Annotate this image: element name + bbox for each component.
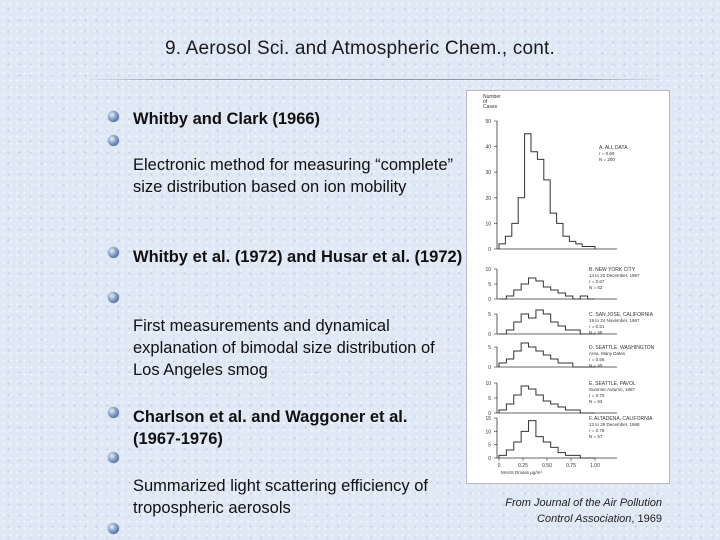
panel-c-label-text: r = 0.51 xyxy=(589,324,605,329)
panel-d-y-tick-label: 0 xyxy=(488,365,491,371)
x-tick-label: 0.50 xyxy=(542,463,552,469)
panel-e-y-tick-label: 0 xyxy=(488,411,491,417)
panel-c-label-text: C. SAN JOSE, CALIFORNIA xyxy=(589,312,653,318)
panel-d-label-text: r = 0.55 xyxy=(589,357,605,362)
panel-a-y-tick-label: 0 xyxy=(488,247,491,253)
panel-f-y-tick-label: 10 xyxy=(485,429,491,436)
bullet-marker xyxy=(108,292,119,303)
panel-e-y-tick-label: 10 xyxy=(485,381,491,387)
panel-d-label-text: Area, Many Dates xyxy=(589,351,626,356)
size-distribution-figure xyxy=(466,90,670,484)
panel-f-label-text: N = 57 xyxy=(589,434,603,439)
panel-f-label-text: 13 to 29 December, 1968 xyxy=(589,422,640,427)
panel-b-label-text: 14 to 22 December, 1967 xyxy=(589,273,640,278)
panel-c-y-tick-label: 0 xyxy=(488,332,491,338)
panel-e-y-tick-label: 5 xyxy=(488,396,491,402)
panel-a-y-tick-label: 10 xyxy=(485,221,491,228)
panel-b-y-tick-label: 10 xyxy=(485,267,491,273)
item-body: Summarized light scattering efficiency of tropospheric aerosols xyxy=(133,477,428,517)
bullet-marker xyxy=(108,523,119,534)
panel-a-label-text: r = 0.60 xyxy=(599,151,615,156)
y-axis-label: Cases xyxy=(483,104,498,110)
item-body: Electronic method for measuring “complete” size distribution based on ion mobility xyxy=(133,156,454,196)
item-heading: Whitby et al. (1972) and Husar et al. (1972) xyxy=(133,248,463,266)
panel-d-label-text: D. SEATTLE, WASHINGTON xyxy=(589,345,655,351)
slide-title: 9. Aerosol Sci. and Atmospheric Chem., cont. xyxy=(164,38,556,59)
panel-d-histogram xyxy=(499,343,595,367)
panel-c-label-text: 19 to 24 November, 1967 xyxy=(589,318,640,323)
bullet-marker xyxy=(108,247,119,258)
panel-e-histogram xyxy=(499,386,595,413)
panel-a-y-tick-label: 20 xyxy=(485,195,491,202)
panel-f-label-text: r = 0.78 xyxy=(589,428,605,433)
item-heading: Charlson et al. and Waggoner et al. (1967-1976) xyxy=(133,408,408,448)
x-tick-label: 0.25 xyxy=(518,463,528,469)
panel-f-label-text: F. ALTADENA, CALIFORNIA xyxy=(589,416,653,422)
x-tick-label: 1.00 xyxy=(590,463,600,469)
panel-e-label-text: r = 0.70 xyxy=(589,393,605,398)
caption-year: , 1969 xyxy=(631,513,662,525)
histogram-figure xyxy=(467,91,669,483)
caption-line-1: From Journal of the Air Pollution xyxy=(505,497,662,509)
bullet-marker xyxy=(108,452,119,463)
figure-caption xyxy=(466,495,662,527)
panel-f-y-tick-label: 15 xyxy=(485,416,491,422)
panel-c-histogram xyxy=(499,310,595,334)
panel-a-y-tick-label: 50 xyxy=(485,119,491,125)
title-divider xyxy=(90,79,660,80)
x-tick-label: 0 xyxy=(497,463,501,469)
bullet-marker xyxy=(108,407,119,418)
x-axis-label: MASS Dmass µg/m³ xyxy=(501,470,542,475)
panel-d-label-text: N = 45 xyxy=(589,363,603,368)
x-tick-label: 0.75 xyxy=(566,463,576,469)
panel-b-histogram xyxy=(499,278,595,299)
item-heading: Whitby and Clark (1966) xyxy=(133,110,321,128)
panel-e-label-text: N = 63 xyxy=(589,399,603,404)
y-axis-label: Number xyxy=(483,94,501,100)
caption-line-2: Control Association xyxy=(537,513,632,525)
panel-a-label-text: A. ALL DATA xyxy=(599,145,628,151)
panel-a-histogram xyxy=(499,134,595,249)
item-body: First measurements and dynamical explanation of bimodal size distribution of Los Angeles smog xyxy=(133,317,435,379)
panel-b-y-tick-label: 5 xyxy=(488,282,491,288)
panel-f-y-tick-label: 0 xyxy=(488,456,491,462)
panel-b-label-text: B. NEW YORK CITY xyxy=(589,267,636,273)
panel-a-y-tick-label: 40 xyxy=(485,144,491,151)
panel-e-label-text: E. SEATTLE, PAVOL xyxy=(589,381,636,387)
panel-b-label-text: r = 0.67 xyxy=(589,279,605,284)
bullet-marker xyxy=(108,111,119,122)
panel-d-y-tick-label: 5 xyxy=(488,345,491,351)
panel-a-label-text: N = 200 xyxy=(599,157,615,162)
panel-b-y-tick-label: 0 xyxy=(488,297,491,303)
panel-b-label-text: N = 62 xyxy=(589,285,603,290)
panel-f-histogram xyxy=(499,421,595,458)
panel-f-y-tick-label: 5 xyxy=(488,442,491,449)
panel-c-y-tick-label: 5 xyxy=(488,312,491,318)
panel-c-label-text: N = 48 xyxy=(589,330,603,335)
bullet-marker xyxy=(108,135,119,146)
panel-e-label-text: Summer Autumn, 1967 xyxy=(589,387,636,392)
y-axis-label: of xyxy=(483,99,488,105)
panel-a-y-tick-label: 30 xyxy=(485,170,491,177)
